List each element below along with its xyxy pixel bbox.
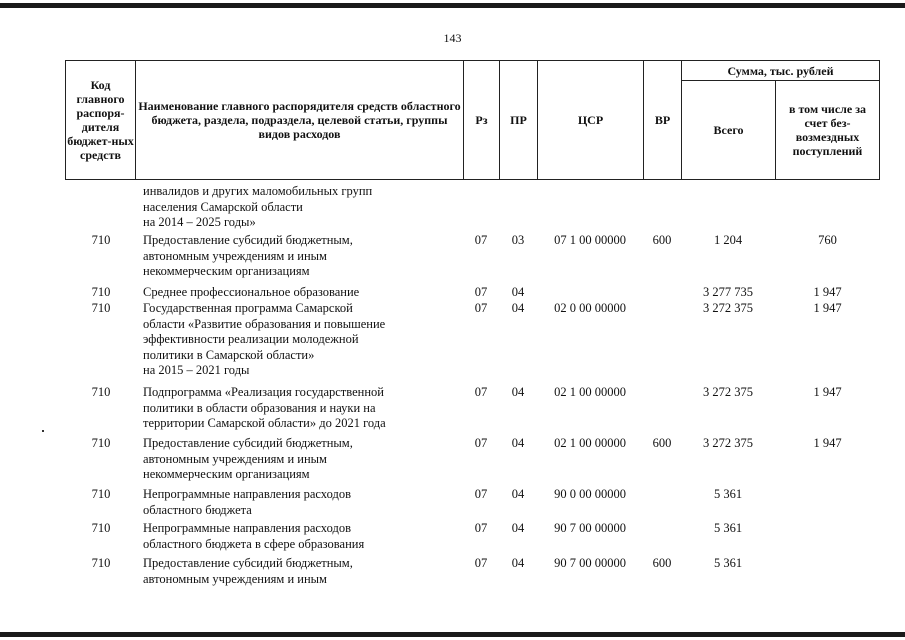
row-incl: 1 947 <box>813 301 842 315</box>
row-code: 710 <box>91 233 111 247</box>
row-code: 710 <box>91 436 111 450</box>
row-code: 710 <box>91 385 111 399</box>
header-rz: Рз <box>463 60 500 180</box>
header-csr: ЦСР <box>537 60 644 180</box>
row-vr: 600 <box>652 436 672 450</box>
row-pr: 03 <box>511 233 525 247</box>
row-code: 710 <box>91 285 111 299</box>
row-rz: 07 <box>474 556 488 570</box>
row-name: Предоставление субсидий бюджетным, автономным учреждениям и иным некоммерческим организациям <box>143 436 353 481</box>
row-rz: 07 <box>474 301 488 315</box>
header-pr: ПР <box>499 60 538 180</box>
row-csr: 02 1 00 00000 <box>554 385 626 399</box>
row-pr: 04 <box>511 487 525 501</box>
row-total: 3 272 375 <box>703 385 753 399</box>
row-incl: 1 947 <box>813 436 842 450</box>
row-incl: 1 947 <box>813 385 842 399</box>
header-incl: в том числе за счет без-возмездных поступлений <box>775 80 880 180</box>
row-csr: 02 1 00 00000 <box>554 436 626 450</box>
row-code: 710 <box>91 487 111 501</box>
header-vr: ВР <box>643 60 682 180</box>
row-name: Подпрограмма «Реализация государственной политики в области образования и науки на территории Самарской области» до 2021 года <box>143 385 386 430</box>
page-number: 143 <box>443 31 462 45</box>
row-pr: 04 <box>511 436 525 450</box>
row-incl: 760 <box>818 233 837 247</box>
row-name: Предоставление субсидий бюджетным, автономным учреждениям и иным <box>143 556 353 586</box>
row-code: 710 <box>91 301 111 315</box>
header-total: Всего <box>681 80 776 180</box>
header-code: Код главного распоря-дителя бюджет-ных средств <box>65 60 136 180</box>
row-csr: 90 0 00 00000 <box>554 487 626 501</box>
row-vr: 600 <box>652 233 672 247</box>
header-name: Наименование главного распорядителя средств областного бюджета, раздела, подраздела, целевой статьи, группы видов расходов <box>135 60 464 180</box>
row-name: Непрограммные направления расходов областного бюджета в сфере образования <box>143 521 365 551</box>
row-total: 5 361 <box>713 556 743 570</box>
row-name: Предоставление субсидий бюджетным, автономным учреждениям и иным некоммерческим организациям <box>143 233 353 278</box>
row-total: 5 361 <box>713 521 743 535</box>
row-code: 710 <box>91 556 111 570</box>
row-csr: 02 0 00 00000 <box>554 301 626 315</box>
row-total: 3 272 375 <box>703 301 753 315</box>
row-total: 3 277 735 <box>703 285 753 299</box>
row-pr: 04 <box>511 385 525 399</box>
row-csr: 90 7 00 00000 <box>554 521 626 535</box>
row-name: Среднее профессиональное образование <box>143 285 360 299</box>
bottom-border-rule <box>0 632 905 637</box>
row-rz: 07 <box>474 487 488 501</box>
row-rz: 07 <box>474 385 488 399</box>
row-rz: 07 <box>474 436 488 450</box>
row-total: 5 361 <box>713 487 743 501</box>
row-total: 1 204 <box>713 233 743 247</box>
row-pr: 04 <box>511 301 525 315</box>
row-name: Непрограммные направления расходов областного бюджета <box>143 487 351 517</box>
row-rz: 07 <box>474 521 488 535</box>
row-name: инвалидов и других маломобильных групп населения Самарской области на 2014 – 2025 годы» <box>143 184 373 229</box>
row-name: Государственная программа Самарской области «Развитие образования и повышение эффективности реализации молодежной политики в Самарской области» на 2015 – 2021 годы <box>143 301 386 377</box>
row-rz: 07 <box>474 285 488 299</box>
row-pr: 04 <box>511 285 525 299</box>
row-total: 3 272 375 <box>703 436 753 450</box>
header-sum: Сумма, тыс. рублей <box>681 60 880 81</box>
row-incl: 1 947 <box>813 285 842 299</box>
row-rz: 07 <box>474 233 488 247</box>
scan-speck <box>42 430 44 432</box>
row-pr: 04 <box>511 521 525 535</box>
row-csr: 90 7 00 00000 <box>554 556 626 570</box>
row-vr: 600 <box>652 556 672 570</box>
row-csr: 07 1 00 00000 <box>554 233 626 247</box>
row-pr: 04 <box>511 556 525 570</box>
row-code: 710 <box>91 521 111 535</box>
